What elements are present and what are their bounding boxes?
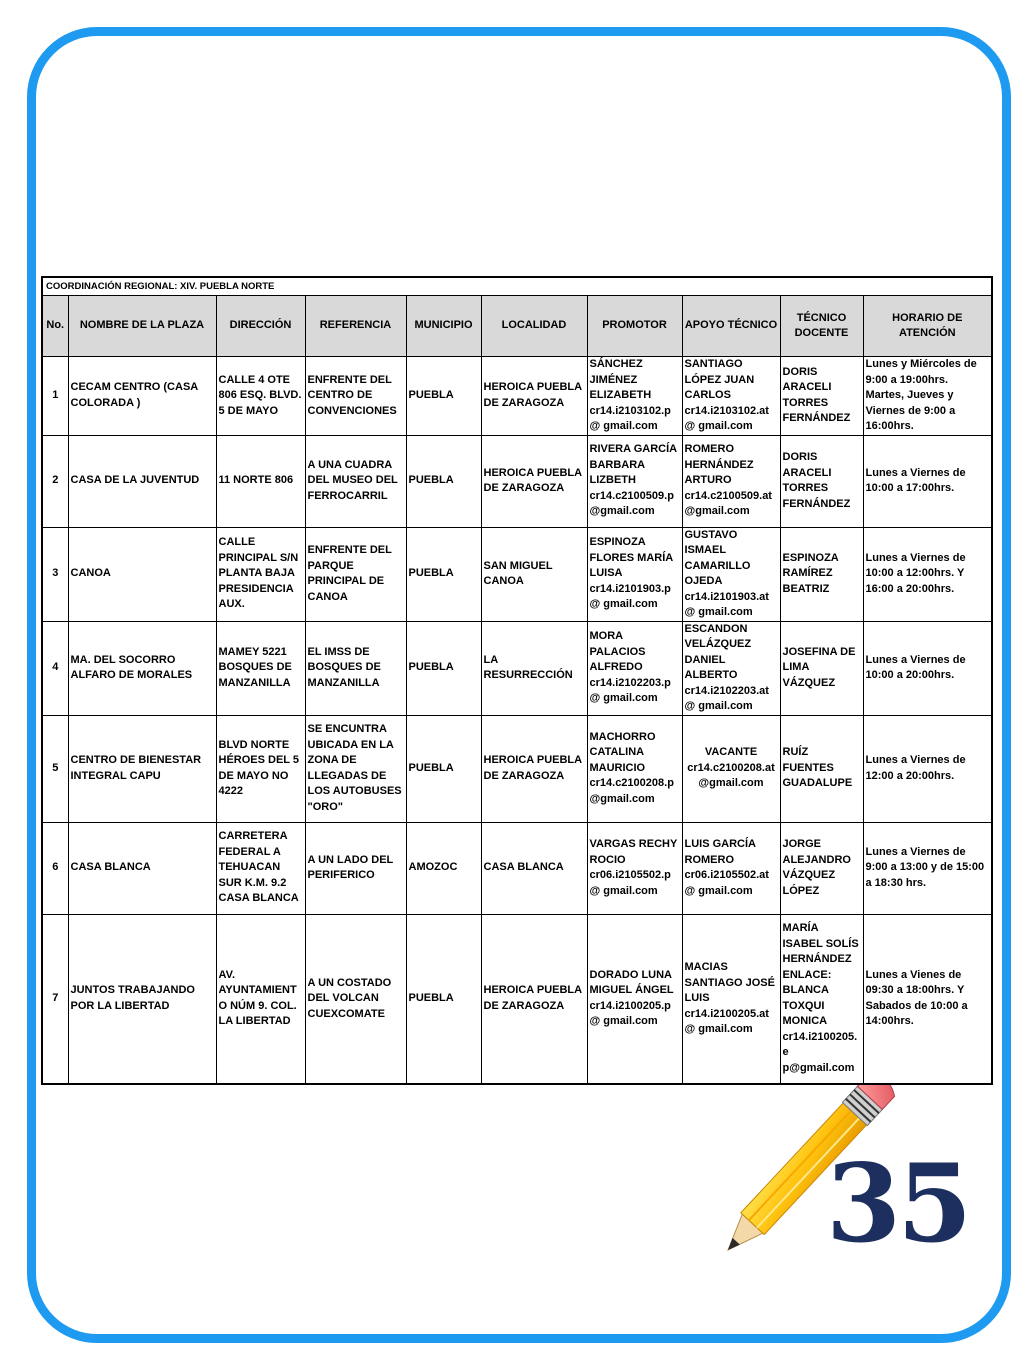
cell-referencia: A UN LADO DEL PERIFERICO [305, 822, 406, 914]
col-header-nombre: NOMBRE DE LA PLAZA [68, 296, 216, 357]
cell-nombre: JUNTOS TRABAJANDO POR LA LIBERTAD [68, 914, 216, 1084]
cell-nombre: CENTRO DE BIENESTAR INTEGRAL CAPU [68, 715, 216, 822]
cell-direccion: AV. AYUNTAMIENTO NÚM 9. COL. LA LIBERTAD [216, 914, 305, 1084]
cell-direccion: BLVD NORTE HÉROES DEL 5 DE MAYO NO 4222 [216, 715, 305, 822]
cell-docente: DORIS ARACELI TORRES FERNÁNDEZ [780, 357, 863, 436]
cell-horario: Lunes y Miércoles de 9:00 a 19:00hrs. Martes, Jueves y Viernes de 9:00 a 16:00hrs. [863, 357, 992, 436]
cell-horario: Lunes a Viernes de 12:00 a 20:00hrs. [863, 715, 992, 822]
cell-apoyo: SANTIAGO LÓPEZ JUAN CARLOS cr14.i2103102.at@ gmail.com [682, 357, 780, 436]
cell-no: 2 [42, 435, 68, 527]
cell-promotor: SÁNCHEZ JIMÉNEZ ELIZABETH cr14.i2103102.p@ gmail.com [587, 357, 682, 436]
cell-promotor: MACHORRO CATALINA MAURICIO cr14.c2100208.p @gmail.com [587, 715, 682, 822]
cell-no: 1 [42, 357, 68, 436]
col-header-localidad: LOCALIDAD [481, 296, 587, 357]
cell-apoyo: ESCANDON VELÁZQUEZ DANIEL ALBERTO cr14.i2102203.at@ gmail.com [682, 621, 780, 715]
cell-horario: Lunes a Viernes de 9:00 a 13:00 y de 15:00 a 18:30 hrs. [863, 822, 992, 914]
table-row [42, 822, 992, 914]
col-header-horario: HORARIO DE ATENCIÓN [863, 296, 992, 357]
cell-promotor: RIVERA GARCÍA BARBARA LIZBETH cr14.c2100509.p @gmail.com [587, 435, 682, 527]
cell-referencia: A UNA CUADRA DEL MUSEO DEL FERROCARRIL [305, 435, 406, 527]
cell-apoyo: GUSTAVO ISMAEL CAMARILLO OJEDA cr14.i2101903.at@ gmail.com [682, 527, 780, 621]
cell-localidad: LA RESURRECCIÓN [481, 621, 587, 715]
cell-promotor: DORADO LUNA MIGUEL ÁNGEL cr14.i2100205.p@ gmail.com [587, 914, 682, 1084]
table-row [42, 527, 992, 621]
col-header-apoyo: APOYO TÉCNICO [682, 296, 780, 357]
table-row [42, 621, 992, 715]
cell-horario: Lunes a Vienes de 09:30 a 18:00hrs. Y Sabados de 10:00 a 14:00hrs. [863, 914, 992, 1084]
cell-municipio: PUEBLA [406, 527, 481, 621]
col-header-no: No. [42, 296, 68, 357]
cell-promotor: ESPINOZA FLORES MARÍA LUISA cr14.i2101903.p@ gmail.com [587, 527, 682, 621]
cell-localidad: HEROICA PUEBLA DE ZARAGOZA [481, 715, 587, 822]
region-header: COORDINACIÓN REGIONAL: XIV. PUEBLA NORTE [42, 277, 992, 296]
cell-docente: ESPINOZA RAMÍREZ BEATRIZ [780, 527, 863, 621]
cell-localidad: CASA BLANCA [481, 822, 587, 914]
cell-direccion: MAMEY 5221 BOSQUES DE MANZANILLA [216, 621, 305, 715]
column-header-row [42, 296, 992, 357]
cell-municipio: PUEBLA [406, 715, 481, 822]
cell-localidad: HEROICA PUEBLA DE ZARAGOZA [481, 435, 587, 527]
cell-no: 4 [42, 621, 68, 715]
cell-horario: Lunes a Viernes de 10:00 a 17:00hrs. [863, 435, 992, 527]
cell-no: 7 [42, 914, 68, 1084]
region-header-row [42, 277, 992, 296]
cell-horario: Lunes a Viernes de 10:00 a 12:00hrs. Y 16:00 a 20:00hrs. [863, 527, 992, 621]
cell-docente: JORGE ALEJANDRO VÁZQUEZ LÓPEZ [780, 822, 863, 914]
cell-docente: MARÍA ISABEL SOLÍS HERNÁNDEZ ENLACE: BLANCA TOXQUI MONICA cr14.i2100205.e p@gmail.com [780, 914, 863, 1084]
cell-direccion: CALLE PRINCIPAL S/N PLANTA BAJA PRESIDENCIA AUX. [216, 527, 305, 621]
table-row [42, 357, 992, 436]
cell-nombre: CANOA [68, 527, 216, 621]
cell-horario: Lunes a Viernes de 10:00 a 20:00hrs. [863, 621, 992, 715]
cell-localidad: HEROICA PUEBLA DE ZARAGOZA [481, 357, 587, 436]
col-header-docente: TÉCNICO DOCENTE [780, 296, 863, 357]
cell-docente: DORIS ARACELI TORRES FERNÁNDEZ [780, 435, 863, 527]
cell-referencia: A UN COSTADO DEL VOLCAN CUEXCOMATE [305, 914, 406, 1084]
table-row [42, 715, 992, 822]
col-header-municipio: MUNICIPIO [406, 296, 481, 357]
cell-direccion: CALLE 4 OTE 806 ESQ. BLVD. 5 DE MAYO [216, 357, 305, 436]
cell-apoyo: VACANTE cr14.c2100208.at @gmail.com [682, 715, 780, 822]
cell-nombre: CASA DE LA JUVENTUD [68, 435, 216, 527]
cell-localidad: SAN MIGUEL CANOA [481, 527, 587, 621]
cell-referencia: ENFRENTE DEL PARQUE PRINCIPAL DE CANOA [305, 527, 406, 621]
cell-docente: RUÍZ FUENTES GUADALUPE [780, 715, 863, 822]
cell-no: 6 [42, 822, 68, 914]
cell-referencia: ENFRENTE DEL CENTRO DE CONVENCIONES [305, 357, 406, 436]
cell-promotor: MORA PALACIOS ALFREDO cr14.i2102203.p@ gmail.com [587, 621, 682, 715]
cell-referencia: EL IMSS DE BOSQUES DE MANZANILLA [305, 621, 406, 715]
col-header-referencia: REFERENCIA [305, 296, 406, 357]
cell-referencia: SE ENCUNTRA UBICADA EN LA ZONA DE LLEGADAS DE LOS AUTOBUSES "ORO" [305, 715, 406, 822]
cell-municipio: PUEBLA [406, 621, 481, 715]
page-number: 35 [826, 1141, 969, 1267]
cell-apoyo: ROMERO HERNÁNDEZ ARTURO cr14.c2100509.at @gmail.com [682, 435, 780, 527]
cell-direccion: 11 NORTE 806 [216, 435, 305, 527]
table-row [42, 435, 992, 527]
cell-municipio: PUEBLA [406, 435, 481, 527]
cell-direccion: CARRETERA FEDERAL A TEHUACAN SUR K.M. 9.2 CASA BLANCA [216, 822, 305, 914]
cell-apoyo: LUIS GARCÍA ROMERO cr06.i2105502.at@ gmail.com [682, 822, 780, 914]
cell-nombre: MA. DEL SOCORRO ALFARO DE MORALES [68, 621, 216, 715]
col-header-direccion: DIRECCIÓN [216, 296, 305, 357]
cell-municipio: PUEBLA [406, 357, 481, 436]
plazas-table [41, 276, 993, 1085]
cell-localidad: HEROICA PUEBLA DE ZARAGOZA [481, 914, 587, 1084]
col-header-promotor: PROMOTOR [587, 296, 682, 357]
cell-docente: JOSEFINA DE LIMA VÁZQUEZ [780, 621, 863, 715]
cell-municipio: PUEBLA [406, 914, 481, 1084]
cell-no: 3 [42, 527, 68, 621]
cell-apoyo: MACIAS SANTIAGO JOSÉ LUIS cr14.i2100205.at@ gmail.com [682, 914, 780, 1084]
cell-no: 5 [42, 715, 68, 822]
cell-nombre: CECAM CENTRO (CASA COLORADA ) [68, 357, 216, 436]
table-row [42, 914, 992, 1084]
cell-nombre: CASA BLANCA [68, 822, 216, 914]
cell-municipio: AMOZOC [406, 822, 481, 914]
cell-promotor: VARGAS RECHY ROCIO cr06.i2105502.p@ gmail.com [587, 822, 682, 914]
